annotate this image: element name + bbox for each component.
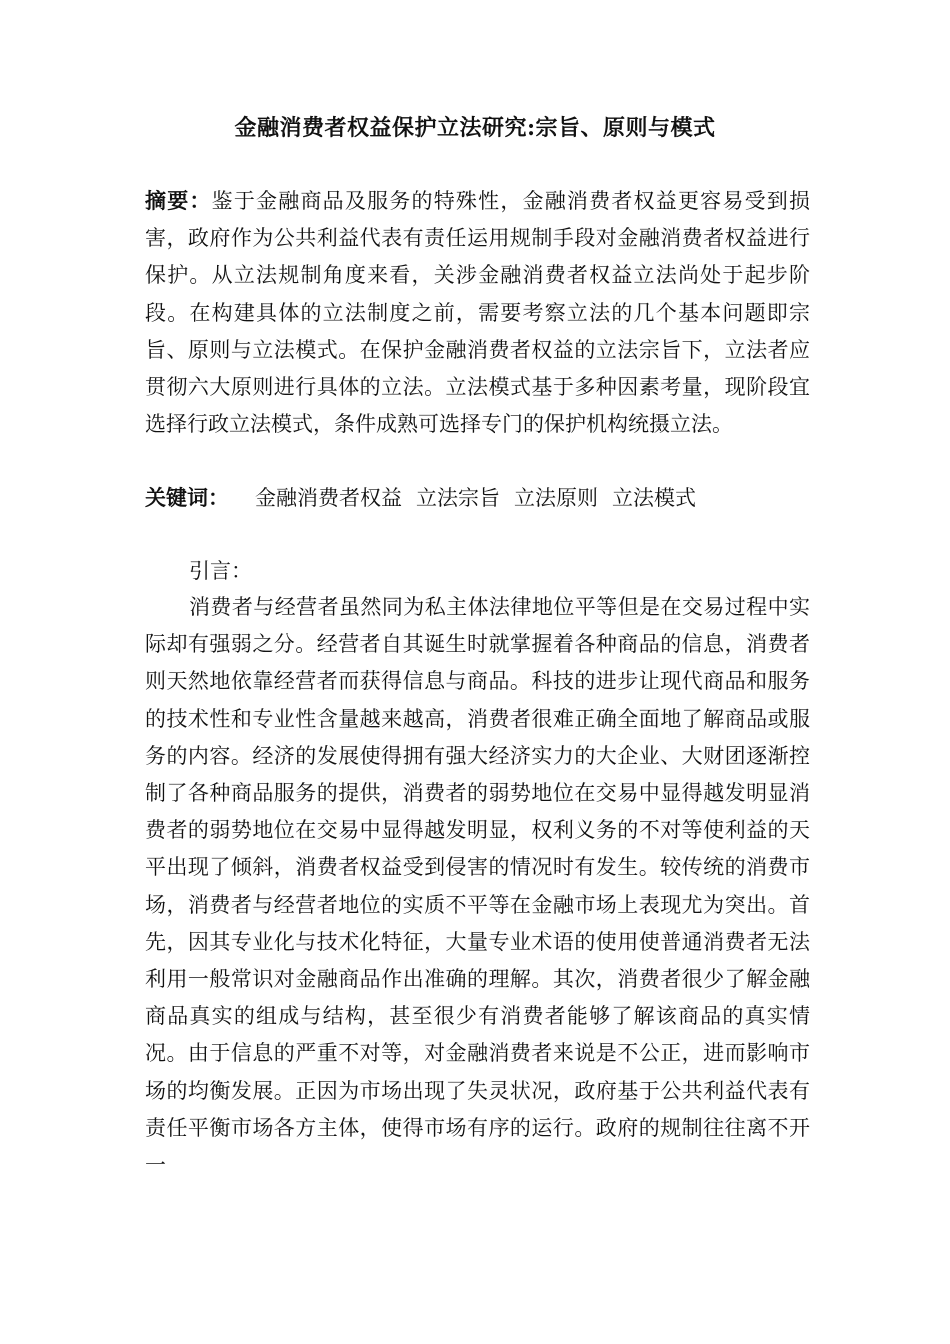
keywords-label: 关键词： <box>145 485 229 510</box>
paper-title: 金融消费者权益保护立法研究:宗旨、原则与模式 <box>234 115 716 141</box>
intro-heading: 引言： <box>189 559 252 583</box>
keywords-line <box>145 479 810 517</box>
abstract-paragraph <box>145 182 810 443</box>
intro-paragraph: 消费者与经营者虽然同为私主体法律地位平等但是在交易过程中实际却有强弱之分。经营者自其诞生时就掌握着各种商品的信息，消费者则天然地依靠经营者而获得信息与商品。科技的进步让现代商品和服务的技术性和专业性含量越来越高，消费者很难正确全面地了解商品或服务的内容。经济的发展使得拥有强大经济实力的大企业、大财团逐渐控制了各种商品服务的提供，消费者的弱势地位在交易中显得越发明显消费者的弱势地位在交易中显得越发明显，权利义务的不对等使利益的天平出现了倾斜，消费者权益受到侵害的情况时有发生。较传统的消费市场，消费者与经营者地位的实质不平等在金融市场上表现尤为突出。首先，因其专业化与技术化特征，大量专业术语的使用使普通消费者无法利用一般常识对金融商品作出准确的理解。其次，消费者很少了解金融商品真实的组成与结构，甚至很少有消费者能够了解该商品的真实情况。由于信息的严重不对等，对金融消费者来说是不公正，进而影响市场的均衡发展。正因为市场出现了失灵状况，政府基于公共利益代表有责任平衡市场各方主体，使得市场有序的运行。政府的规制往往离不开一 <box>145 595 810 1178</box>
abstract-text: 鉴于金融商品及服务的特殊性，金融消费者权益更容易受到损害，政府作为公共利益代表有责任运用规制手段对金融消费者权益进行保护。从立法规制角度来看，关涉金融消费者权益立法尚处于起步阶段。在构建具体的立法制度之前，需要考察立法的几个基本问题即宗旨、原则与立法模式。在保护金融消费者权益的立法宗旨下，立法者应贯彻六大原则进行具体的立法。立法模式基于多种因素考量，现阶段宜选择行政立法模式，条件成熟可选择专门的保护机构统摄立法。 <box>145 189 811 437</box>
keyword: 立法宗旨 <box>416 486 500 510</box>
keyword: 立法模式 <box>612 486 696 510</box>
keyword: 金融消费者权益 <box>255 486 402 510</box>
abstract-label: 摘要： <box>145 188 212 213</box>
keyword: 立法原则 <box>514 486 598 510</box>
